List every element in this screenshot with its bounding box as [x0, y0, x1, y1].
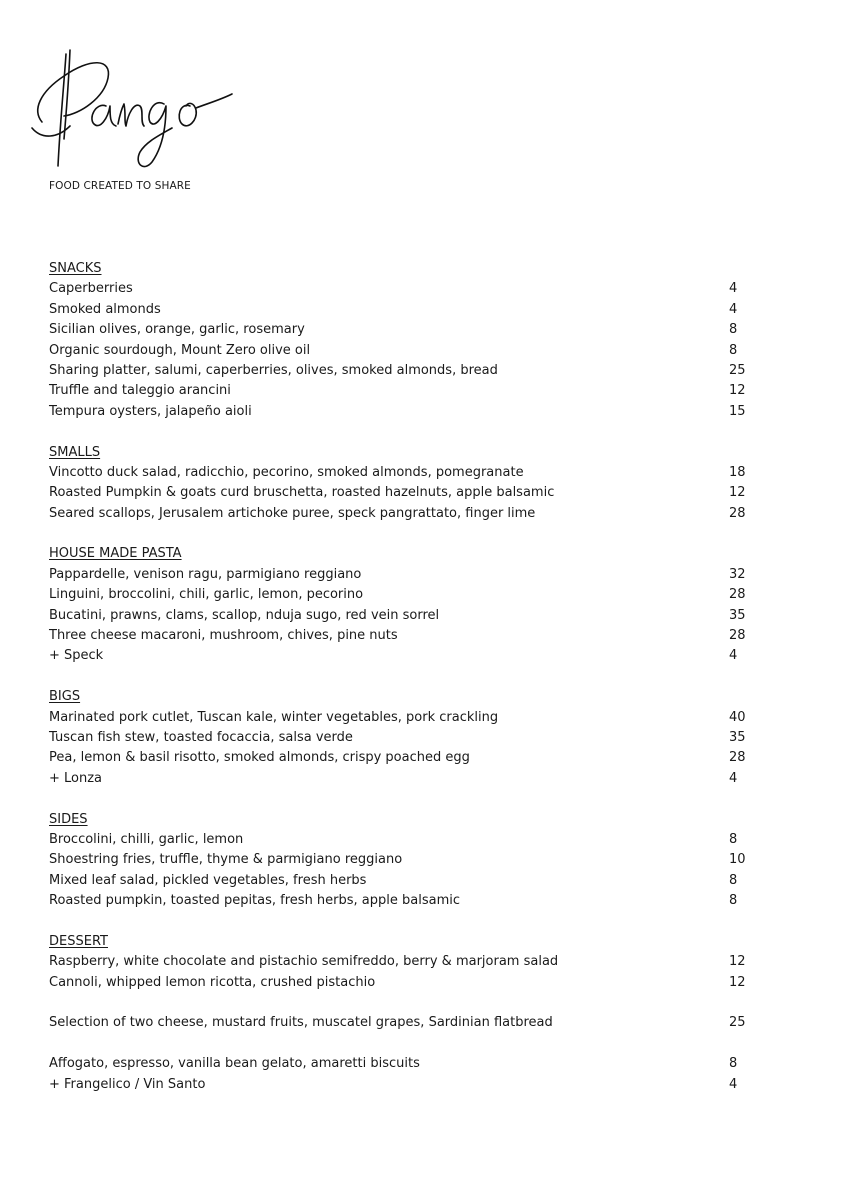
item-price: 35	[729, 729, 746, 745]
item-name: Sicilian olives, orange, garlic, rosemary	[49, 322, 305, 338]
menu-item	[49, 830, 749, 850]
item-name: Tuscan fish stew, toasted focaccia, salsa verde	[49, 729, 353, 745]
menu-item	[49, 1054, 749, 1074]
section-heading: SIDES	[49, 811, 88, 827]
item-price: 8	[729, 1056, 738, 1072]
menu-item	[49, 871, 749, 891]
menu-item	[49, 850, 749, 870]
item-price: 4	[729, 281, 738, 297]
item-price: 32	[729, 566, 746, 582]
menu-item	[49, 1075, 749, 1095]
item-name: Truffle and taleggio arancini	[49, 383, 231, 399]
menu-item	[49, 708, 749, 728]
item-price: 8	[729, 872, 738, 888]
item-price: 12	[729, 485, 746, 501]
item-price: 4	[729, 1076, 738, 1092]
menu-item	[49, 952, 749, 972]
menu-item	[49, 279, 749, 299]
item-name: Linguini, broccolini, chili, garlic, lemon, pecorino	[49, 587, 364, 603]
item-name: Broccolini, chilli, garlic, lemon	[49, 831, 244, 847]
item-name: Pappardelle, venison ragu, parmigiano reggiano	[49, 566, 362, 582]
item-name: Cannoli, whipped lemon ricotta, crushed pistachio	[49, 974, 376, 990]
menu-item	[49, 606, 749, 626]
section-heading: SNACKS	[49, 261, 102, 276]
item-name: Mixed leaf salad, pickled vegetables, fresh herbs	[49, 872, 367, 888]
item-price: 28	[729, 750, 746, 766]
menu-item	[49, 1013, 749, 1033]
section-sides	[49, 810, 749, 912]
pango-logo	[30, 44, 240, 172]
item-name: Vincotto duck salad, radicchio, pecorino, smoked almonds, pomegranate	[49, 464, 524, 480]
item-name: + Speck	[49, 648, 104, 664]
menu-item	[49, 341, 749, 361]
item-name: Organic sourdough, Mount Zero olive oil	[49, 342, 311, 358]
item-name: + Frangelico / Vin Santo	[49, 1076, 206, 1092]
item-price: 28	[729, 587, 746, 603]
menu-item	[49, 361, 749, 381]
item-price: 35	[729, 607, 746, 623]
item-price: 18	[729, 464, 746, 480]
section-heading: BIGS	[49, 689, 81, 705]
item-name: Affogato, espresso, vanilla bean gelato, amaretti biscuits	[49, 1056, 420, 1072]
item-name: Seared scallops, Jerusalem artichoke puree, speck pangrattato, finger lime	[49, 505, 536, 521]
item-name: Raspberry, white chocolate and pistachio semifreddo, berry & marjoram salad	[49, 954, 559, 970]
section-snacks	[49, 259, 749, 422]
section-affogato	[49, 1054, 749, 1095]
item-price: 40	[729, 709, 746, 725]
menu-item	[49, 402, 749, 422]
item-price: 12	[729, 383, 746, 399]
item-name: Bucatini, prawns, clams, scallop, nduja sugo, red vein sorrel	[49, 607, 440, 623]
item-price: 8	[729, 831, 738, 847]
item-name: Three cheese macaroni, mushroom, chives, pine nuts	[49, 628, 398, 644]
menu-item	[49, 626, 749, 646]
item-price: 10	[729, 852, 746, 868]
item-price: 4	[729, 770, 738, 786]
item-price: 15	[729, 403, 746, 419]
menu-item	[49, 483, 749, 503]
item-price: 12	[729, 974, 746, 990]
menu-item	[49, 300, 749, 320]
item-price: 4	[729, 301, 738, 317]
item-price: 8	[729, 322, 738, 338]
menu-item	[49, 973, 749, 993]
section-heading: SMALLS	[49, 444, 101, 460]
section-cheese	[49, 1013, 749, 1033]
menu-item	[49, 891, 749, 911]
item-price: 4	[729, 648, 738, 664]
item-name: Marinated pork cutlet, Tuscan kale, winter vegetables, pork crackling	[49, 709, 499, 725]
item-name: Tempura oysters, jalapeño aioli	[49, 403, 252, 419]
menu-item	[49, 646, 749, 666]
item-name: + Lonza	[49, 770, 103, 786]
item-price: 25	[729, 1015, 746, 1031]
menu-item	[49, 381, 749, 401]
item-name: Sharing platter, salumi, caperberries, olives, smoked almonds, bread	[49, 362, 498, 378]
section-heading: HOUSE MADE PASTA	[49, 546, 182, 562]
item-price: 28	[729, 505, 746, 521]
item-name: Roasted Pumpkin & goats curd bruschetta, roasted hazelnuts, apple balsamic	[49, 485, 555, 501]
section-house-made-pasta	[49, 544, 749, 666]
tagline: FOOD CREATED TO SHARE	[49, 180, 191, 192]
section-smalls	[49, 443, 749, 525]
section-heading: DESSERT	[49, 933, 108, 949]
section-dessert	[49, 932, 749, 993]
menu-item	[49, 565, 749, 585]
item-name: Selection of two cheese, mustard fruits, muscatel grapes, Sardinian flatbread	[49, 1015, 553, 1031]
menu-item	[49, 463, 749, 483]
item-price: 25	[729, 362, 746, 378]
menu-item	[49, 320, 749, 340]
menu-item	[49, 585, 749, 605]
item-name: Roasted pumpkin, toasted pepitas, fresh herbs, apple balsamic	[49, 893, 461, 909]
menu-item	[49, 748, 749, 768]
menu	[49, 259, 749, 1115]
item-name: Shoestring fries, truffle, thyme & parmigiano reggiano	[49, 852, 403, 868]
item-price: 28	[729, 628, 746, 644]
item-name: Pea, lemon & basil risotto, smoked almonds, crispy poached egg	[49, 750, 470, 766]
menu-item	[49, 504, 749, 524]
item-price: 8	[729, 893, 738, 909]
item-price: 12	[729, 954, 746, 970]
item-name: Caperberries	[49, 281, 133, 297]
section-bigs	[49, 687, 749, 789]
item-name: Smoked almonds	[49, 301, 161, 317]
item-price: 8	[729, 342, 738, 358]
menu-item	[49, 728, 749, 748]
menu-item	[49, 769, 749, 789]
